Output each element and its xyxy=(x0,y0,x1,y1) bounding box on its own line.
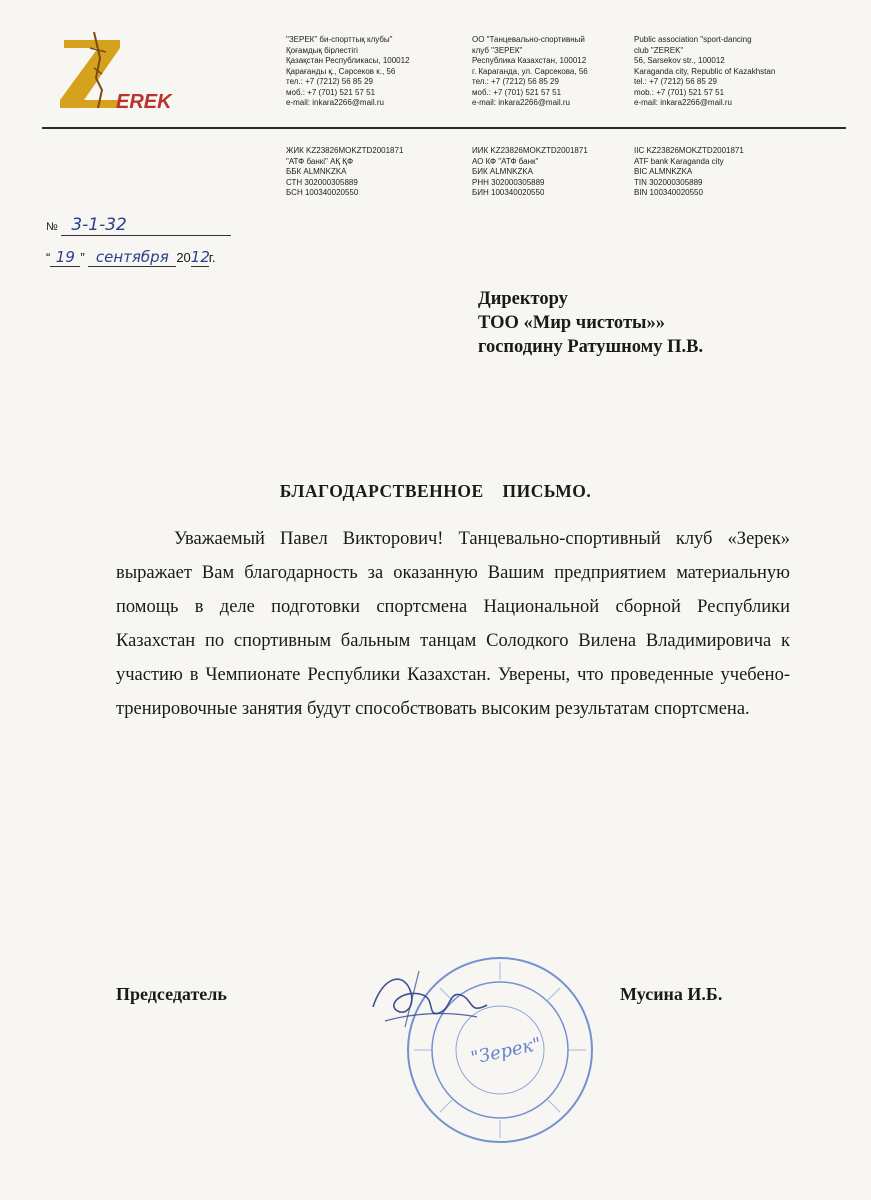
reference-number xyxy=(46,215,231,236)
date-month: сентября xyxy=(95,248,169,266)
header-line: моб.: +7 (701) 521 57 51 xyxy=(286,87,376,97)
bank-line: БИК ALMNKZKA xyxy=(472,167,534,176)
header-russian-address xyxy=(472,35,588,109)
signatory-name: Мусина И.Б. xyxy=(620,984,723,1004)
bank-details-russian xyxy=(472,146,588,199)
header-line: Қарағанды қ., Сәрсеков к., 56 xyxy=(286,66,396,76)
header-english-address xyxy=(634,35,775,109)
bank-line: BIN 100340020550 xyxy=(634,188,703,197)
header-line: club "ZEREK" xyxy=(634,45,684,55)
header-line: 56, Sarsekov str., 100012 xyxy=(634,56,725,65)
header-line: моб.: +7 (701) 521 57 51 xyxy=(472,87,562,97)
bank-line: РНН 302000305889 xyxy=(472,177,545,187)
bank-line: IIC KZ23826MOKZTD2001871 xyxy=(634,146,744,155)
addressee-name: господину Ратушному П.В. xyxy=(478,337,704,357)
zerek-logo xyxy=(50,28,200,118)
handwritten-signature xyxy=(365,965,495,1035)
bank-line: BIC ALMNKZKA xyxy=(634,167,693,176)
bank-details-english xyxy=(634,146,744,199)
header-line: клуб "ЗЕРЕК" xyxy=(472,45,523,55)
bank-line: ИИК KZ23826MOKZTD2001871 xyxy=(472,146,588,155)
header-kazakh-address xyxy=(286,35,410,109)
reference-date: “ 19 ” сентября 2012г. xyxy=(46,248,216,266)
addressee-position: Директору xyxy=(478,289,568,309)
header-line: mob.: +7 (701) 521 57 51 xyxy=(634,87,725,97)
header-line: ОО "Танцевально-спортивный xyxy=(472,35,585,44)
letter-title: БЛАГОДАРСТВЕННОЕ ПИСЬМО. xyxy=(279,481,592,501)
bank-line: АО КФ "АТФ банк" xyxy=(472,156,539,166)
header-line: e-mail: inkara2266@mail.ru xyxy=(286,98,384,107)
logo-text: EREK xyxy=(116,91,172,113)
header-line: г. Караганда, ул. Сарсекова, 56 xyxy=(472,66,588,76)
header-line: e-mail: inkara2266@mail.ru xyxy=(472,98,570,107)
header-line: тел.: +7 (7212) 56 85 29 xyxy=(286,77,373,86)
bank-details-kazakh xyxy=(286,146,403,199)
logo-z-shape xyxy=(60,40,120,108)
header-line: Karaganda city, Republic of Kazakhstan xyxy=(634,66,776,76)
date-day: 19 xyxy=(55,248,75,266)
date-year-prefix: 20 xyxy=(176,250,191,265)
header-line: Қоғамдық бірлестігі xyxy=(286,45,358,55)
header-line: Республика Казахстан, 100012 xyxy=(472,56,587,65)
bank-line: СТН 302000305889 xyxy=(286,177,358,187)
bank-line: ЖИК KZ23826MOKZTD2001871 xyxy=(286,146,404,155)
number-label: № xyxy=(46,221,58,233)
header-line: "ЗЕРЕК" би-спорттық клубы" xyxy=(286,35,393,44)
signatory-role: Председатель xyxy=(116,984,227,1004)
header-line: Қазақстан Республикасы, 100012 xyxy=(286,56,410,65)
date-year-unit: г. xyxy=(208,250,216,265)
number-value: 3-1-32 xyxy=(71,215,127,235)
bank-line: БИН 100340020550 xyxy=(472,188,545,197)
bank-line: БСН 100340020550 xyxy=(286,188,359,197)
bank-line: ATF bank Karaganda city xyxy=(634,156,724,166)
header-line: e-mail: inkara2266@mail.ru xyxy=(634,98,732,107)
date-year-suffix: 12 xyxy=(190,248,210,266)
bank-line: ББК ALMNKZKA xyxy=(286,167,347,176)
addressee-block xyxy=(478,287,703,359)
letter-body: Уважаемый Павел Викторович! Танцевально-спортивный клуб «Зерек» выражает Вам благодарность за оказанную Вашим предприятием материальную помощь в деле подготовки спортсмена Национальной сборной Республики Казахстан по спортивным бальным танцам Солодкого Вилена Владимировича к участию в Чемпионате Республики Казахстан. Уверены, что проведенные учебено-тренировочные занятия будут способствовать высоким результатам спортсмена. xyxy=(116,529,790,719)
bank-line: "АТФ банкі" АҚ ҚФ xyxy=(286,156,354,166)
header-line: тел.: +7 (7212) 56 85 29 xyxy=(472,77,559,86)
addressee-company: ТОО «Мир чистоты»» xyxy=(478,313,665,333)
header-line: Public association "sport-dancing xyxy=(634,35,752,44)
bank-line: TIN 302000305889 xyxy=(634,177,703,187)
header-line: tel.: +7 (7212) 56 85 29 xyxy=(634,77,717,86)
header-divider xyxy=(42,127,846,129)
stamp-center-text: "Зерек" xyxy=(468,1033,544,1069)
